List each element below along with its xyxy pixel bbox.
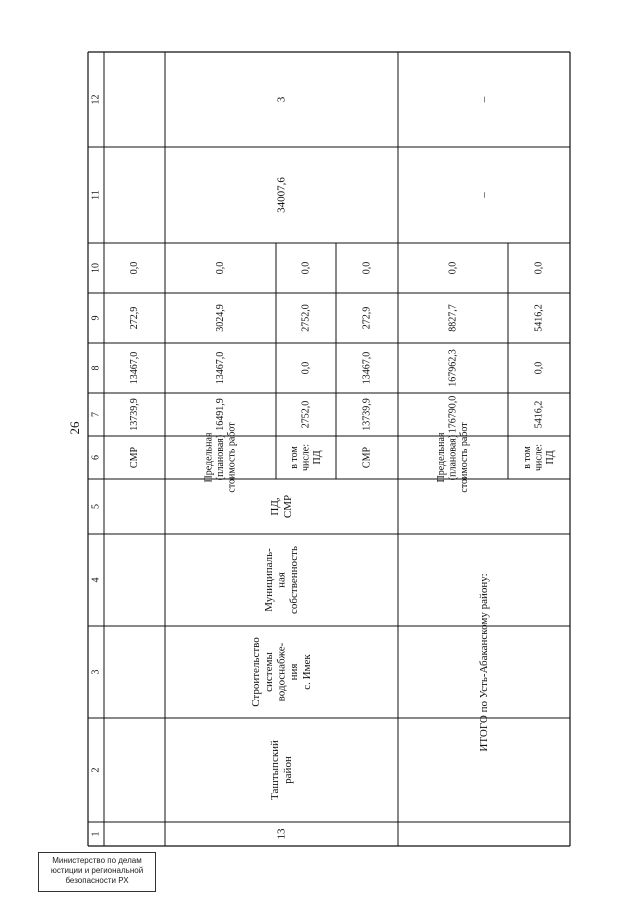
- column-number: [91, 366, 102, 371]
- value-col8-line: 13467,0: [215, 351, 226, 385]
- value-col10-line: 0,0: [300, 261, 312, 275]
- row-label-line: стоимость работ: [226, 422, 238, 493]
- value-col11-main: [276, 177, 288, 213]
- value-col9: [534, 304, 545, 332]
- value-col8-line: 13467,0: [129, 351, 140, 385]
- stamp-line: Министерство по делам: [52, 856, 142, 865]
- column-number-line: 10: [90, 263, 102, 273]
- value-col8: [448, 349, 459, 387]
- work-type-line: СМР: [281, 494, 294, 519]
- value-col7: [301, 401, 312, 429]
- object-name-line: системы: [262, 652, 275, 692]
- value-col12-main: [276, 96, 288, 102]
- column-number: [91, 504, 102, 509]
- value-col10-line: 0,0: [129, 261, 140, 275]
- value-col8-line: 13467,0: [361, 351, 373, 385]
- row-label-line: в том: [289, 446, 300, 469]
- column-number-line: 6: [90, 455, 102, 460]
- row-label-line: ПД: [545, 450, 556, 465]
- value-col9-line: 5416,2: [533, 304, 545, 332]
- value-col12-total-line: –: [478, 96, 490, 103]
- value-col8-line: 0,0: [300, 361, 312, 375]
- value-col9-line: 272,9: [361, 306, 373, 330]
- value-col8: [215, 352, 226, 385]
- column-number: [91, 95, 102, 105]
- value-col8: [362, 352, 373, 385]
- value-col7-line: 176790,0: [447, 395, 459, 434]
- column-number-line: 2: [90, 767, 102, 773]
- value-col10: [129, 262, 140, 275]
- value-col12-total: [478, 96, 490, 103]
- column-number-line: 4: [90, 577, 102, 583]
- work-type-line: ПД,: [269, 497, 282, 516]
- value-col7: [448, 396, 459, 434]
- value-col9-line: 8827,7: [447, 304, 459, 332]
- value-col7: [362, 398, 373, 431]
- column-number-line: 5: [90, 504, 102, 509]
- column-number-line: 7: [90, 412, 102, 417]
- row-label-line: стоимость работ: [459, 422, 470, 493]
- value-col9-line: 272,9: [129, 306, 140, 330]
- column-number: [91, 412, 102, 417]
- column-number: [91, 768, 102, 773]
- value-col10: [448, 262, 459, 275]
- value-col8: [301, 362, 312, 375]
- work-type: [269, 495, 294, 518]
- district-name: [269, 740, 294, 800]
- column-number: [91, 578, 102, 583]
- ownership-type-line: ная: [275, 572, 288, 588]
- value-col8-line: 167962,3: [447, 349, 459, 387]
- value-col10-line: 0,0: [533, 261, 545, 275]
- column-number: [91, 190, 102, 200]
- value-col10: [301, 262, 312, 275]
- column-number-line: 1: [90, 831, 102, 837]
- row-label: [362, 447, 373, 469]
- object-name-line: ния: [288, 663, 301, 681]
- ownership-type: [263, 546, 300, 614]
- column-number-line: 9: [90, 315, 102, 321]
- value-col7-line: 2752,0: [300, 400, 312, 429]
- row-label-line: (плановая): [447, 434, 459, 481]
- row-number: [276, 828, 288, 840]
- value-col11-main-line: 34007,6: [275, 177, 288, 213]
- row-number-line: 13: [275, 828, 288, 840]
- column-number: [91, 455, 102, 460]
- total-label-line: ИТОГО по Усть-Абаканскому району:: [478, 573, 490, 752]
- value-col9: [129, 307, 140, 330]
- value-col7-line: 13739,9: [129, 398, 140, 431]
- value-col11-total: [478, 192, 490, 199]
- row-label-line: СМР: [129, 446, 140, 469]
- value-col10: [215, 262, 226, 275]
- row-label-line: ПД: [312, 450, 323, 465]
- column-number-line: 12: [90, 94, 102, 105]
- column-number-line: 11: [90, 190, 102, 200]
- ownership-type-line: Муниципаль-: [262, 548, 275, 612]
- value-col8-line: 0,0: [533, 361, 545, 375]
- row-label-line: Предельная: [436, 432, 447, 483]
- value-col9: [301, 304, 312, 332]
- stamp-line: безопасности РХ: [65, 876, 129, 885]
- value-col9: [448, 304, 459, 332]
- value-col7-line: 16491,9: [215, 398, 226, 431]
- object-name-line: водоснабже-: [275, 642, 288, 702]
- column-number: [91, 263, 102, 273]
- value-col7: [215, 398, 226, 431]
- value-col10-line: 0,0: [447, 261, 459, 275]
- value-col7: [129, 398, 140, 431]
- value-col7-line: 13739,9: [361, 398, 373, 431]
- value-col9: [215, 304, 226, 332]
- row-label-line: в том: [522, 446, 533, 469]
- value-col12-main-line: 3: [275, 96, 288, 103]
- value-col7-line: 5416,2: [533, 400, 545, 429]
- value-col10: [362, 262, 373, 275]
- column-number: [91, 832, 102, 837]
- column-number-line: 3: [90, 669, 102, 675]
- value-col7: [534, 401, 545, 429]
- column-number: [91, 316, 102, 321]
- ownership-type-line: собственность: [288, 546, 301, 614]
- column-number-line: 8: [90, 365, 102, 371]
- row-label: [522, 444, 556, 471]
- value-col8: [129, 352, 140, 385]
- value-col10: [534, 262, 545, 275]
- value-col10-line: 0,0: [361, 261, 373, 275]
- value-col10-line: 0,0: [215, 261, 226, 275]
- page-number: 26: [67, 421, 82, 435]
- row-label-line: числе:: [300, 443, 312, 472]
- object-name-line: с. Имек: [300, 654, 313, 690]
- row-label-line: числе:: [533, 443, 545, 472]
- row-label: [129, 447, 140, 469]
- row-label: [204, 422, 238, 493]
- row-label: [289, 444, 323, 471]
- column-number: [91, 670, 102, 675]
- row-label-line: СМР: [361, 446, 373, 469]
- value-col9-line: 2752,0: [300, 304, 312, 332]
- object-name-line: Строительство: [250, 637, 263, 707]
- district-name-line: Таштыпский: [269, 740, 282, 800]
- row-label-line: Предельная: [203, 432, 215, 483]
- value-col11-total-line: –: [478, 192, 490, 198]
- value-col8: [534, 362, 545, 375]
- district-name-line: район: [281, 756, 294, 784]
- object-name: [250, 637, 313, 707]
- row-label-line: (плановая): [215, 434, 226, 481]
- value-col9-line: 3024,9: [215, 304, 226, 332]
- stamp-line: юстиции и региональной: [50, 866, 144, 875]
- value-col9: [362, 307, 373, 330]
- registration-stamp: [38, 852, 156, 892]
- total-label: [478, 573, 490, 751]
